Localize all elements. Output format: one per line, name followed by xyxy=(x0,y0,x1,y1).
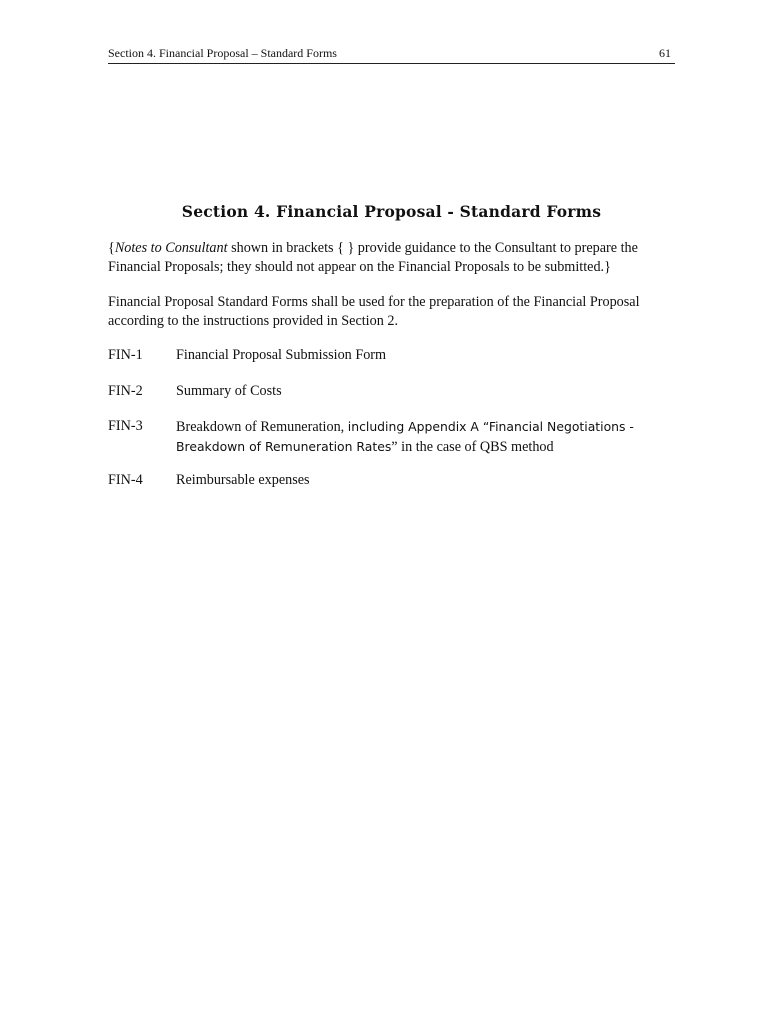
form-description xyxy=(176,417,676,457)
form-code: FIN-1 xyxy=(108,347,143,363)
forms-paragraph-line2: according to the instructions provided in Section 2. xyxy=(108,313,398,329)
notes-line2: Financial Proposals; they should not appear on the Financial Proposals to be submitted.} xyxy=(108,259,611,275)
notes-paragraph xyxy=(108,239,683,277)
form-code: FIN-4 xyxy=(108,472,143,488)
header-title: Section 4. Financial Proposal – Standard Forms xyxy=(108,46,337,60)
form-description-part1: Breakdown of Remuneration, xyxy=(176,419,348,435)
notes-italic-lead: Notes to Consultant xyxy=(114,240,228,256)
form-description: Financial Proposal Submission Form xyxy=(176,347,387,363)
page-header xyxy=(108,45,675,64)
notes-line1-rest: shown in brackets { } provide guidance to the Consultant to prepare the xyxy=(227,240,638,256)
form-description: Reimbursable expenses xyxy=(176,472,310,488)
page-number: 61 xyxy=(659,46,671,60)
open-brace: { xyxy=(108,240,115,256)
form-code: FIN-3 xyxy=(108,418,143,434)
section-title: Section 4. Financial Proposal - Standard Forms xyxy=(181,202,602,221)
forms-paragraph-line1: Financial Proposal Standard Forms shall be used for the preparation of the Financial Proposal xyxy=(108,294,640,310)
form-description-part2: including Appendix A “Financial Negotiations - xyxy=(347,419,634,434)
form-description-part4: ” in the case of QBS method xyxy=(391,439,554,455)
forms-paragraph xyxy=(108,293,683,331)
form-description: Summary of Costs xyxy=(176,383,282,399)
form-code: FIN-2 xyxy=(108,383,143,399)
form-description-part3: Breakdown of Remuneration Rates xyxy=(176,439,392,454)
